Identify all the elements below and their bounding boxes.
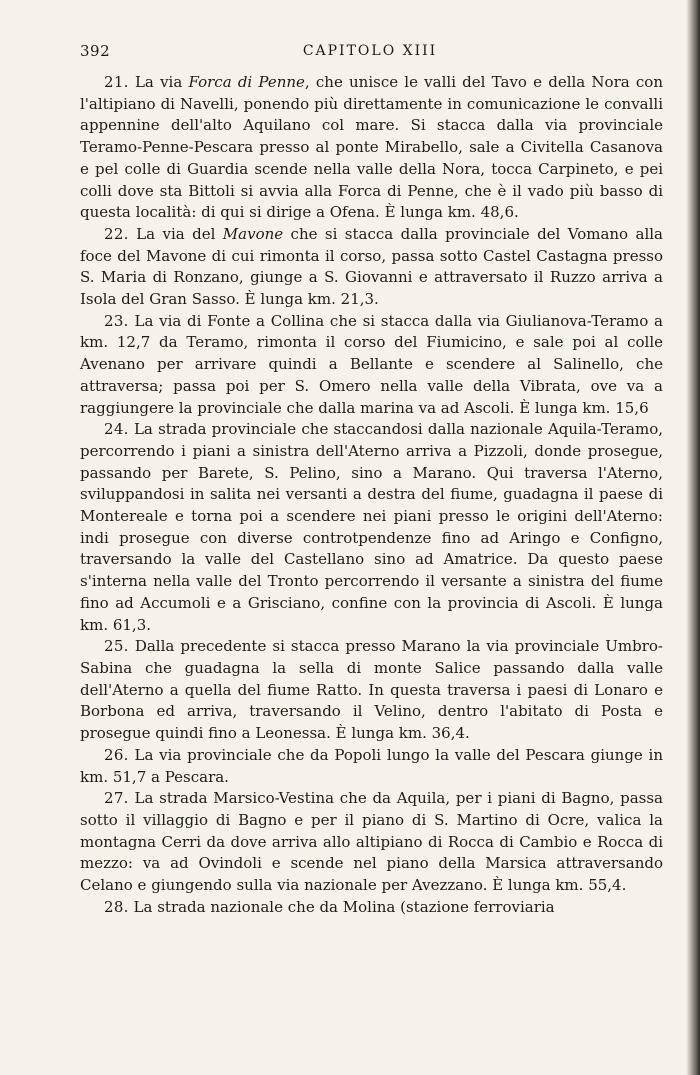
paragraph-25 (80, 636, 663, 745)
text-body (80, 72, 663, 918)
paragraph-number: 28. (104, 897, 129, 916)
paragraph-number: 25. (104, 637, 129, 656)
paragraph-23 (80, 311, 663, 420)
paragraph-text: La via provinciale che da Popoli lungo la valle del Pescara giunge in km. 51,7 a Pescara. (80, 745, 663, 786)
paragraph-28 (80, 897, 663, 919)
paragraph-26 (80, 745, 663, 788)
paragraph-27 (80, 788, 663, 897)
paragraph-number: 21. (104, 73, 129, 91)
paragraph-text: Dalla precedente si stacca presso Marano la via provinciale Umbro-Sabina che guadagna la sella di monte Salice passando dalla valle dell'Aterno a quella del fiume Ratto. In questa traversa i paesi di Lonaro e Borbona ed arriva, traversando il Velino, dentro l'abitato di Posta e prosegue quindi fino a Leonessa. È lunga km. 36,4. (80, 637, 663, 743)
paragraph-text: La strada nazionale che da Molina (stazione ferroviaria (133, 897, 555, 916)
paragraph-text: La via (134, 73, 183, 91)
page-edge-shadow (686, 0, 700, 1075)
paragraph-number: 26. (104, 745, 129, 764)
paragraph-text: La via del (136, 224, 216, 243)
paragraph-text: La via di Fonte a Collina che si stacca dalla via Giulianova-Teramo a km. 12,7 da Teramo, rimonta il corso del Fiumicino, e sale poi al colle Avenano per arrivare quindi a Bellante e scendere al Salinello, che attraversa; passa poi per S. Omero nella valle della Vibrata, ove va a raggiungere la provinciale che dalla marina va ad Ascoli. È lunga km. 15,6 (80, 311, 663, 417)
page-number: 392 (80, 42, 111, 60)
road-name-italic: Forca di Penne (188, 73, 305, 91)
paragraph-text: , che unisce le valli del Tavo e della Nora con l'altipiano di Navelli, ponendo più direttamente in comunicazione le convalli appennine dell'alto Aquilano col mare. Si stacca dalla via provinciale Teramo-Penne-Pescara presso al ponte Mirabello, sale a Civitella Casanova e pel colle di Guardia scende nella valle della Nora, tocca Carpineto, e pei colli dove sta Bittoli si avvia alla Forca di Penne, che è il vado più basso di questa località: di qui si dirige a Ofena. È lunga km. 48,6. (80, 73, 663, 222)
paragraph-number: 23. (104, 311, 129, 330)
paragraph-number: 27. (104, 789, 129, 808)
chapter-title: CAPITOLO XIII (302, 43, 438, 59)
paragraph-text: che si stacca dalla provinciale del Vomano alla foce del Mavone di cui rimonta il corso, passa sotto Castel Castagna presso S. Maria di Ronzano, giunge a S. Giovanni e attraversato il Ruzzo arriva a Isola del Gran Sasso. È lunga km. 21,3. (80, 224, 663, 309)
paragraph-number: 24. (104, 420, 129, 439)
paragraph-text: La strada provinciale che staccandosi dalla nazionale Aquila-Teramo, percorrendo i piani a sinistra dell'Aterno arriva a Pizzoli, donde prosegue, passando per Barete, S. Pelino, sino a Marano. Qui traversa l'Aterno, sviluppandosi in salita nei versanti a destra del fiume, guadagna il paese di Montereale e torna poi a scendere nei piani presso le origini dell'Aterno: indi prosegue con diverse controtpendenze fino ad Aringo e Configno, traversando la valle del Castellano sino ad Amatrice. Da questo paese s'interna nella valle del Tronto percorrendo il versante a sinistra del fiume fino ad Accumoli e a Grisciano, confine con la provincia di Ascoli. È lunga km. 61,3. (80, 420, 663, 634)
road-name-italic: Mavone (222, 224, 284, 243)
running-head (80, 40, 660, 62)
paragraph-24 (80, 419, 663, 636)
paragraph-text: La strada Marsico-Vestina che da Aquila, per i piani di Bagno, passa sotto il villaggio di Bagno e per il piano di S. Martino di Ocre, valica la montagna Cerri da dove arriva allo altipiano di Rocca di Cambio e Rocca di mezzo: va ad Ovindoli e scende nel piano della Marsica attraversando Celano e giungendo sulla via nazionale per Avezzano. È lunga km. 55,4. (80, 789, 663, 895)
paragraph-22 (80, 224, 663, 311)
paragraph-number: 22. (104, 224, 129, 243)
paragraph-21 (80, 72, 663, 224)
